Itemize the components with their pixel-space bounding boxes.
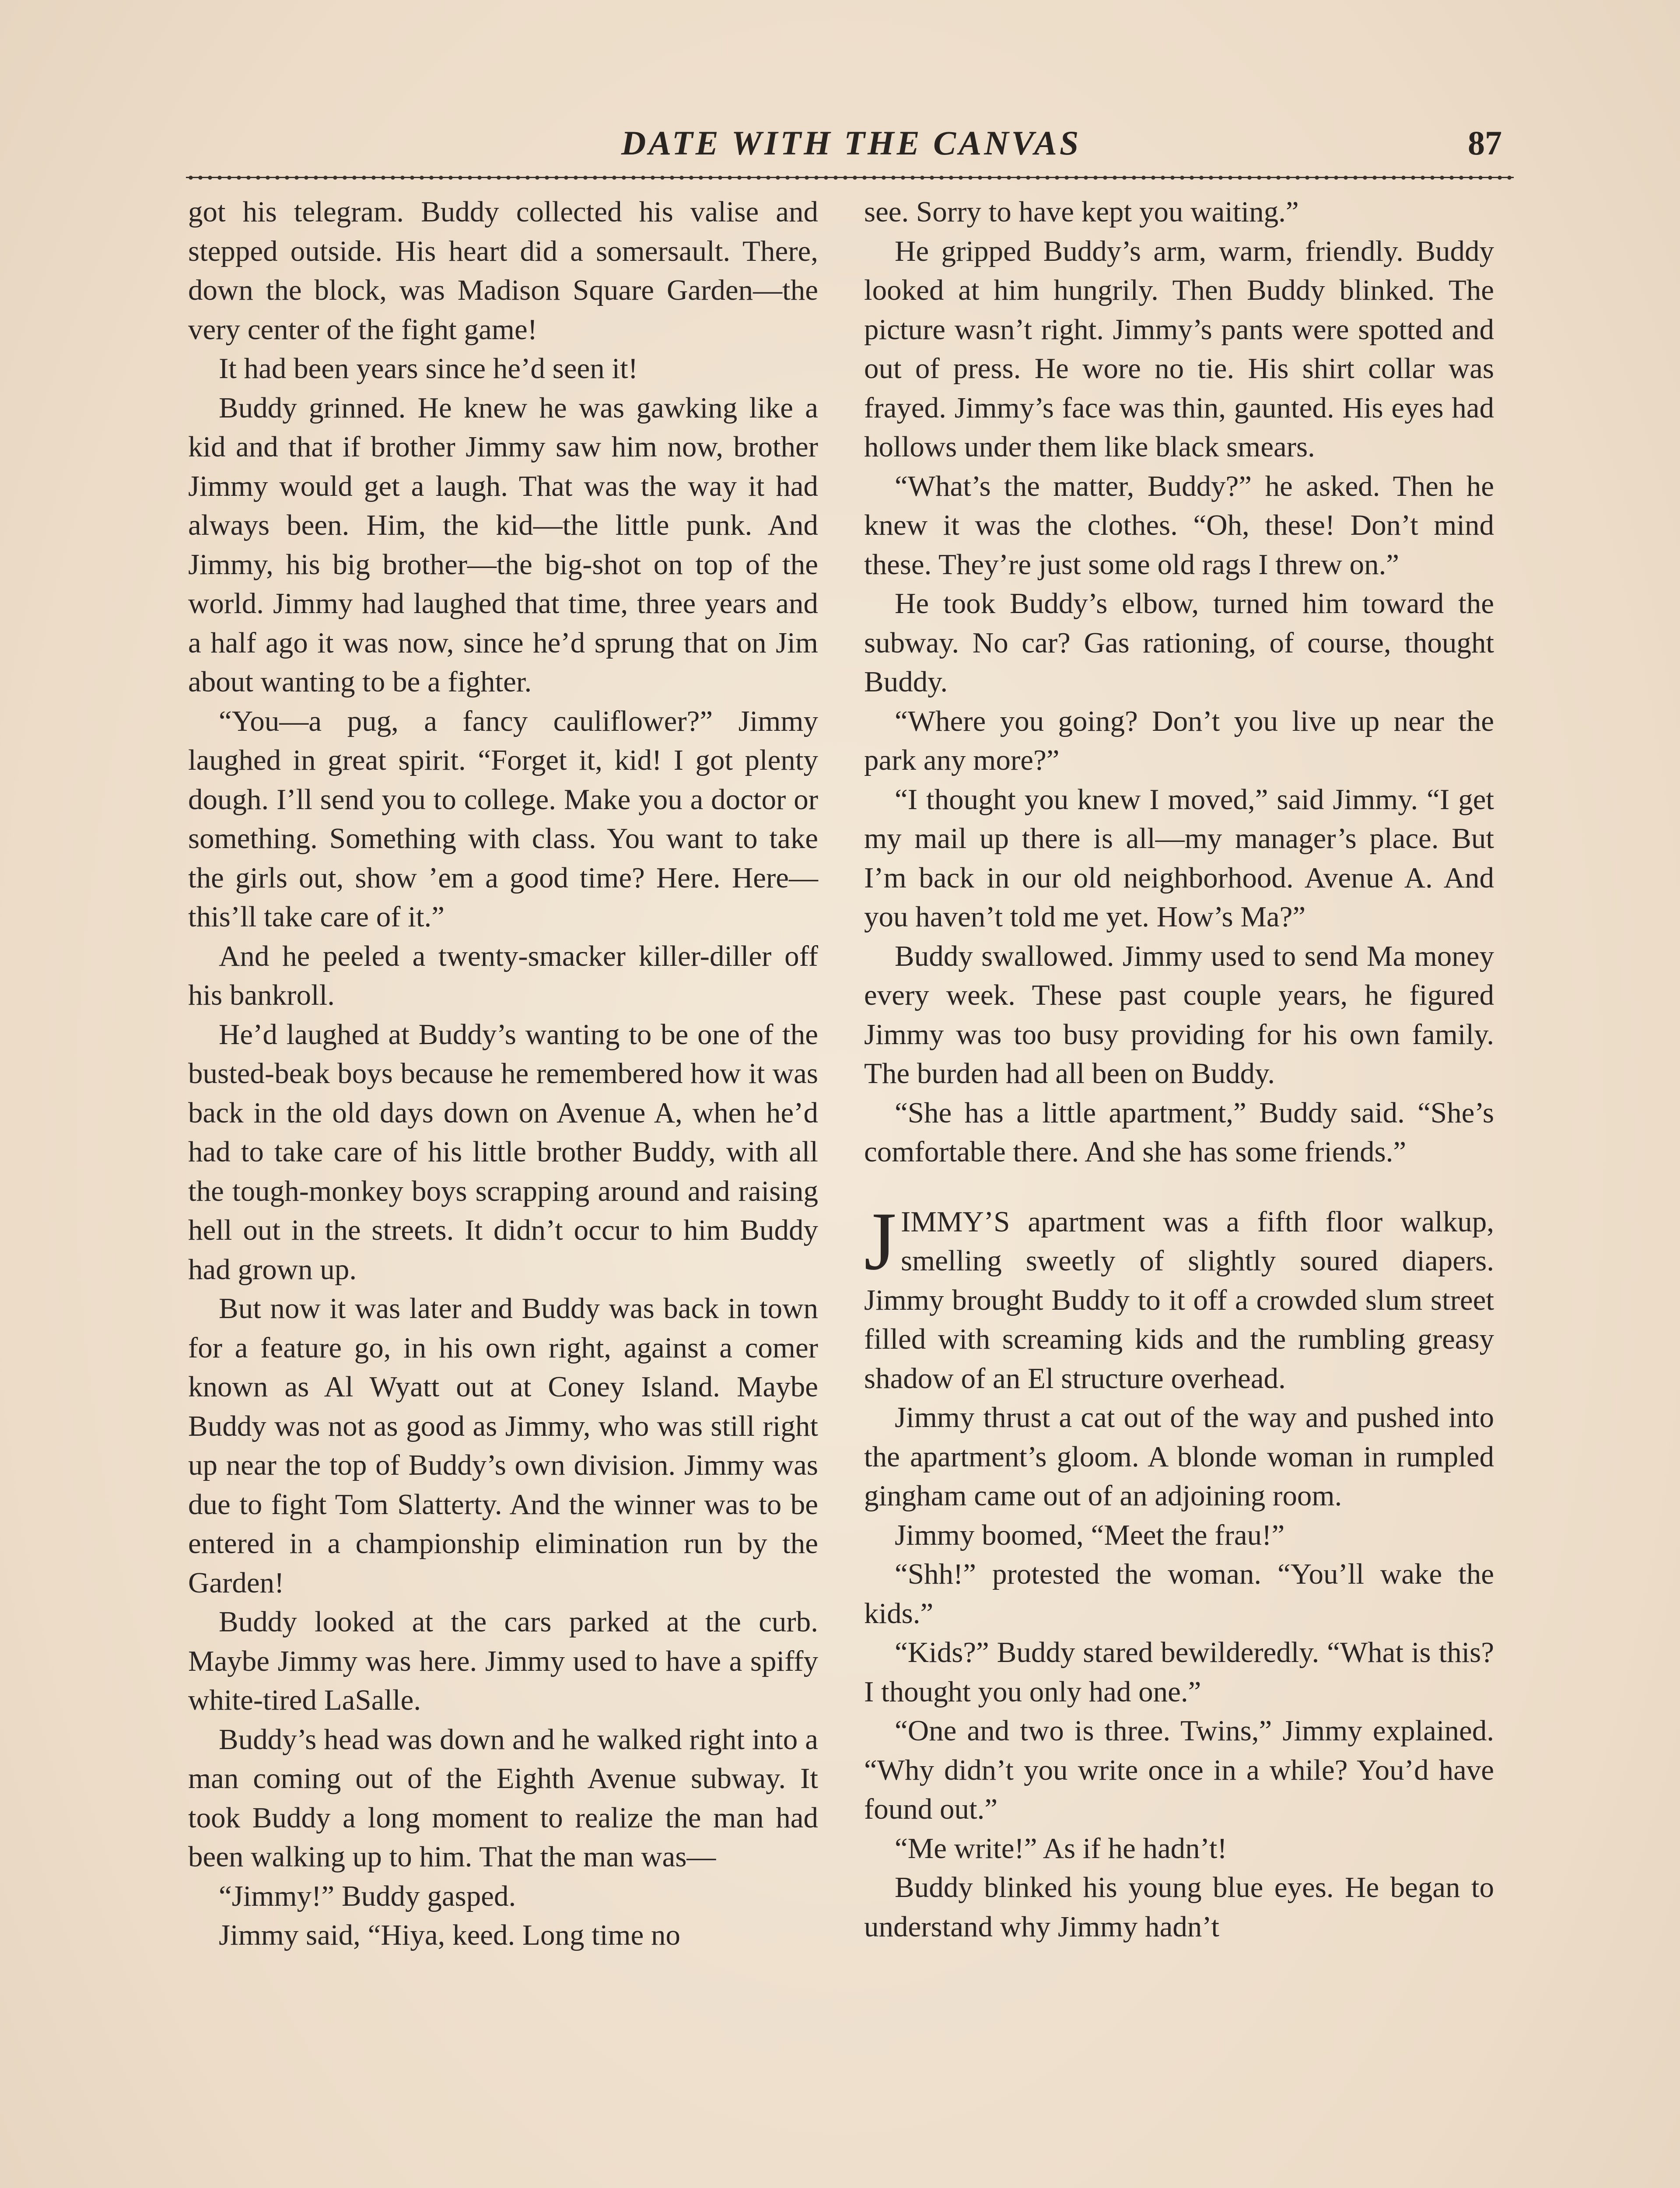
paragraph: “Where you going? Don’t you live up near the park any more?” (864, 705, 1494, 776)
paragraph: Buddy blinked his young blue eyes. He began to understand why Jimmy hadn’t (864, 1871, 1494, 1943)
paragraph: got his telegram. Buddy collected his valise and stepped outside. His heart did a somersault. There, down the block, was Madison Square Garden—the very center of the fight game! (188, 196, 818, 346)
paragraph: Buddy grinned. He knew he was gawking like a kid and that if brother Jimmy saw him now, brother Jimmy would get a laugh. That was the way it had always been. Him, the kid—the little punk. And Jimmy, his big brother—the big-shot on top of the world. Jimmy had laughed that time, three years and a half ago it was now, since he’d sprung that on Jim about wanting to be a fighter. (188, 391, 818, 698)
page-number: 87 (1468, 124, 1502, 162)
paragraph: “I thought you knew I moved,” said Jimmy. “I get my mail up there is all—my manager’s place. But I’m back in our old neighborhood. Avenue A. And you haven’t told me yet. How’s Ma?” (864, 783, 1494, 933)
paragraph: “Kids?” Buddy stared bewilderedly. “What is this? I thought you only had one.” (864, 1636, 1494, 1708)
drop-cap: J (864, 1195, 896, 1287)
right-column (864, 193, 1494, 1946)
paragraph: Jimmy thrust a cat out of the way and pushed into the apartment’s gloom. A blonde woman in rumpled gingham came out of an adjoining room. (864, 1401, 1494, 1512)
paragraph: “Me write!” As if he hadn’t! (895, 1832, 1227, 1865)
paragraph: “Jimmy!” Buddy gasped. (219, 1879, 516, 1912)
decorative-dotted-rule (186, 174, 1514, 181)
paragraph: “What’s the matter, Buddy?” he asked. Then he knew it was the clothes. “Oh, these! Don’t mind these. They’re just some old rags I threw on.” (864, 470, 1494, 581)
paragraph: Buddy looked at the cars parked at the curb. Maybe Jimmy was here. Jimmy used to have a spiffy white-tired LaSalle. (188, 1606, 818, 1716)
paragraph: It had been years since he’d seen it! (219, 352, 638, 385)
section-opening-paragraph (864, 1195, 1494, 1399)
paragraph: He’d laughed at Buddy’s wanting to be one of the busted-beak boys because he remembered how it was back in the old days down on Avenue A, when he’d had to take care of his little brother Buddy, with all the tough-monkey boys scrapping around and raising hell out in the streets. It didn’t occur to him Buddy had grown up. (188, 1018, 818, 1286)
running-header (0, 123, 1680, 172)
page-title: DATE WITH THE CANVAS (621, 124, 1082, 162)
section-break (864, 1172, 1494, 1203)
paragraph: “You—a pug, a fancy cauliflower?” Jimmy laughed in great spirit. “Forget it, kid! I got plenty dough. I’ll send you to college. Make you a doctor or something. Something with class. You want to take the girls out, show ’em a good time? Here. Here—this’ll take care of it.” (188, 705, 818, 933)
left-column (188, 193, 818, 1955)
paragraph: Jimmy boomed, “Meet the frau!” (895, 1518, 1285, 1551)
paragraph: Buddy’s head was down and he walked right into a man coming out of the Eighth Avenue subway. It took Buddy a long moment to realize the man had been walking up to him. That the man was— (188, 1723, 818, 1873)
paragraph: He took Buddy’s elbow, turned him toward the subway. No car? Gas rationing, of course, thought Buddy. (864, 587, 1494, 698)
paragraph-text: IMMY’S apartment was a fifth floor walkup, smelling sweetly of slightly soured diapers. Jimmy brought Buddy to it off a crowded slum street filled with screaming kids and the rumbling greasy shadow of an El structure overhead. (864, 1205, 1494, 1395)
paragraph: Jimmy said, “Hiya, keed. Long time no (219, 1919, 681, 1951)
paragraph: “One and two is three. Twins,” Jimmy explained. “Why didn’t you write once in a while? You’d have found out.” (864, 1715, 1494, 1825)
paragraph: see. Sorry to have kept you waiting.” (864, 196, 1299, 228)
paragraph: “Shh!” protested the woman. “You’ll wake the kids.” (864, 1558, 1494, 1630)
paragraph: Buddy swallowed. Jimmy used to send Ma money every week. These past couple years, he figured Jimmy was too busy providing for his own family. The burden had all been on Buddy. (864, 940, 1494, 1090)
paragraph: “She has a little apartment,” Buddy said. “She’s comfortable there. And she has some friends.” (864, 1096, 1494, 1168)
paragraph: And he peeled a twenty-smacker killer-diller off his bankroll. (188, 940, 818, 1011)
paragraph: But now it was later and Buddy was back in town for a feature go, in his own right, against a comer known as Al Wyatt out at Coney Island. Maybe Buddy was not as good as Jimmy, who was still right up near the top of Buddy’s own division. Jimmy was due to fight Tom Slatterty. And the winner was to be entered in a championship elimination run by the Garden! (188, 1292, 818, 1599)
paragraph: He gripped Buddy’s arm, warm, friendly. Buddy looked at him hungrily. Then Buddy blinked. The picture wasn’t right. Jimmy’s pants were spotted and out of press. He wore no tie. His shirt collar was frayed. Jimmy’s face was thin, gaunted. His eyes had hollows under them like black smears. (864, 235, 1494, 463)
